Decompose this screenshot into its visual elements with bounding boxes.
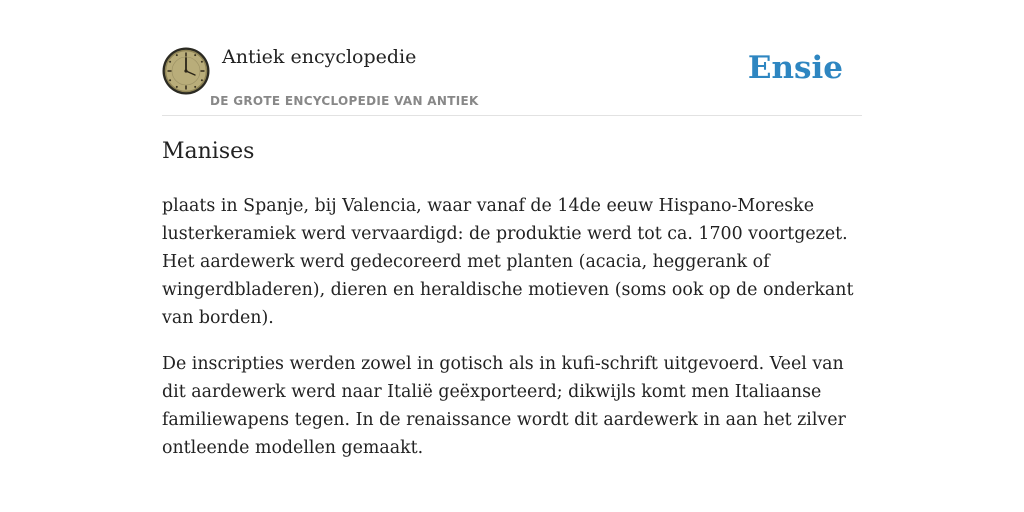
entry-paragraph: plaats in Spanje, bij Valencia, waar vanaf de 14de eeuw Hispano-Moreske lusterkeramiek werd vervaardigd: de produktie werd tot ca. 1700 voortgezet. Het aardewerk werd gedecoreerd met planten (acacia, heggerank of wingerdbladeren), dieren en heraldische motieven (soms ook op de onderkant van borden). xyxy=(162,196,854,328)
clock-icon[interactable] xyxy=(162,47,210,95)
site-header xyxy=(162,44,862,116)
site-subtitle: DE GROTE ENCYCLOPEDIE VAN ANTIEK xyxy=(210,94,479,108)
entry-body xyxy=(162,192,862,480)
entry-title: Manises xyxy=(162,139,255,164)
site-title[interactable]: Antiek encyclopedie xyxy=(222,46,417,68)
brand-logo-link[interactable]: Ensie xyxy=(747,50,843,86)
entry-paragraph: De inscripties werden zowel in gotisch als in kufi-schrift uitgevoerd. Veel van dit aardewerk werd naar Italië geëxporteerd; dikwijls komt men Italiaanse familiewapens tegen. In de renaissance wordt dit aardewerk in aan het zilver ontleende modellen gemaakt. xyxy=(162,354,846,458)
